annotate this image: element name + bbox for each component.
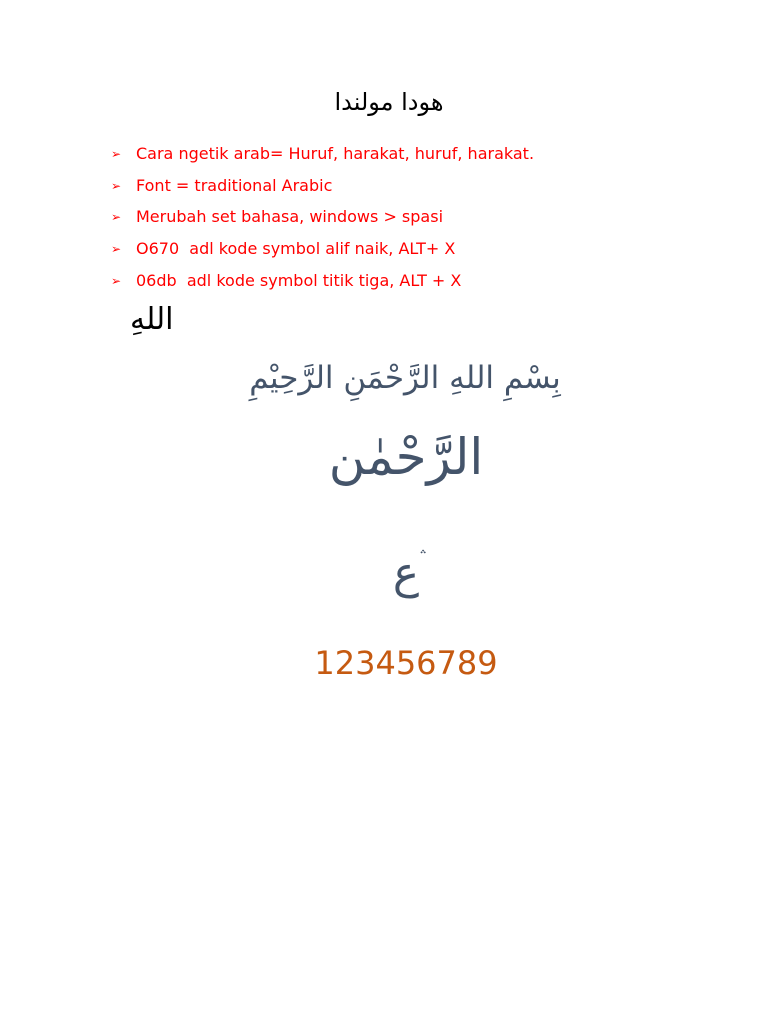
document-title: هودا مولندا bbox=[334, 88, 444, 116]
list-item bbox=[111, 173, 534, 205]
list-item bbox=[111, 268, 534, 300]
bullet-text: Cara ngetik arab= Huruf, harakat, huruf, harakat. bbox=[136, 144, 535, 163]
list-item bbox=[111, 236, 534, 268]
arrow-bullet-icon: ➢ bbox=[111, 242, 122, 257]
arrow-bullet-icon: ➢ bbox=[111, 273, 122, 288]
number-sequence: 123456789 bbox=[314, 644, 498, 682]
bullet-text: Merubah set bahasa, windows > spasi bbox=[136, 207, 444, 227]
arrow-bullet-icon: ➢ bbox=[111, 178, 122, 193]
arrow-bullet-icon: ➢ bbox=[111, 210, 122, 225]
bullet-text: O670 adl kode symbol alif naik, ALT+ X bbox=[136, 239, 456, 259]
basmala-text: بِسْمِ اللهِ الرَّحْمَنِ الرَّحِيْمِ bbox=[249, 360, 561, 396]
bullet-text: Font = traditional Arabic bbox=[136, 175, 333, 195]
allah-text: اللهِ bbox=[130, 302, 174, 337]
list-item bbox=[111, 204, 534, 236]
rahman-text: الرَّحْمٰن bbox=[328, 428, 484, 486]
bullet-list bbox=[111, 141, 534, 299]
bullet-text: 06db adl kode symbol titik tiga, ALT + X bbox=[136, 270, 462, 290]
arrow-bullet-icon: ➢ bbox=[111, 147, 122, 161]
ain-symbol-text: ۛع bbox=[392, 548, 420, 599]
list-item bbox=[111, 141, 534, 173]
